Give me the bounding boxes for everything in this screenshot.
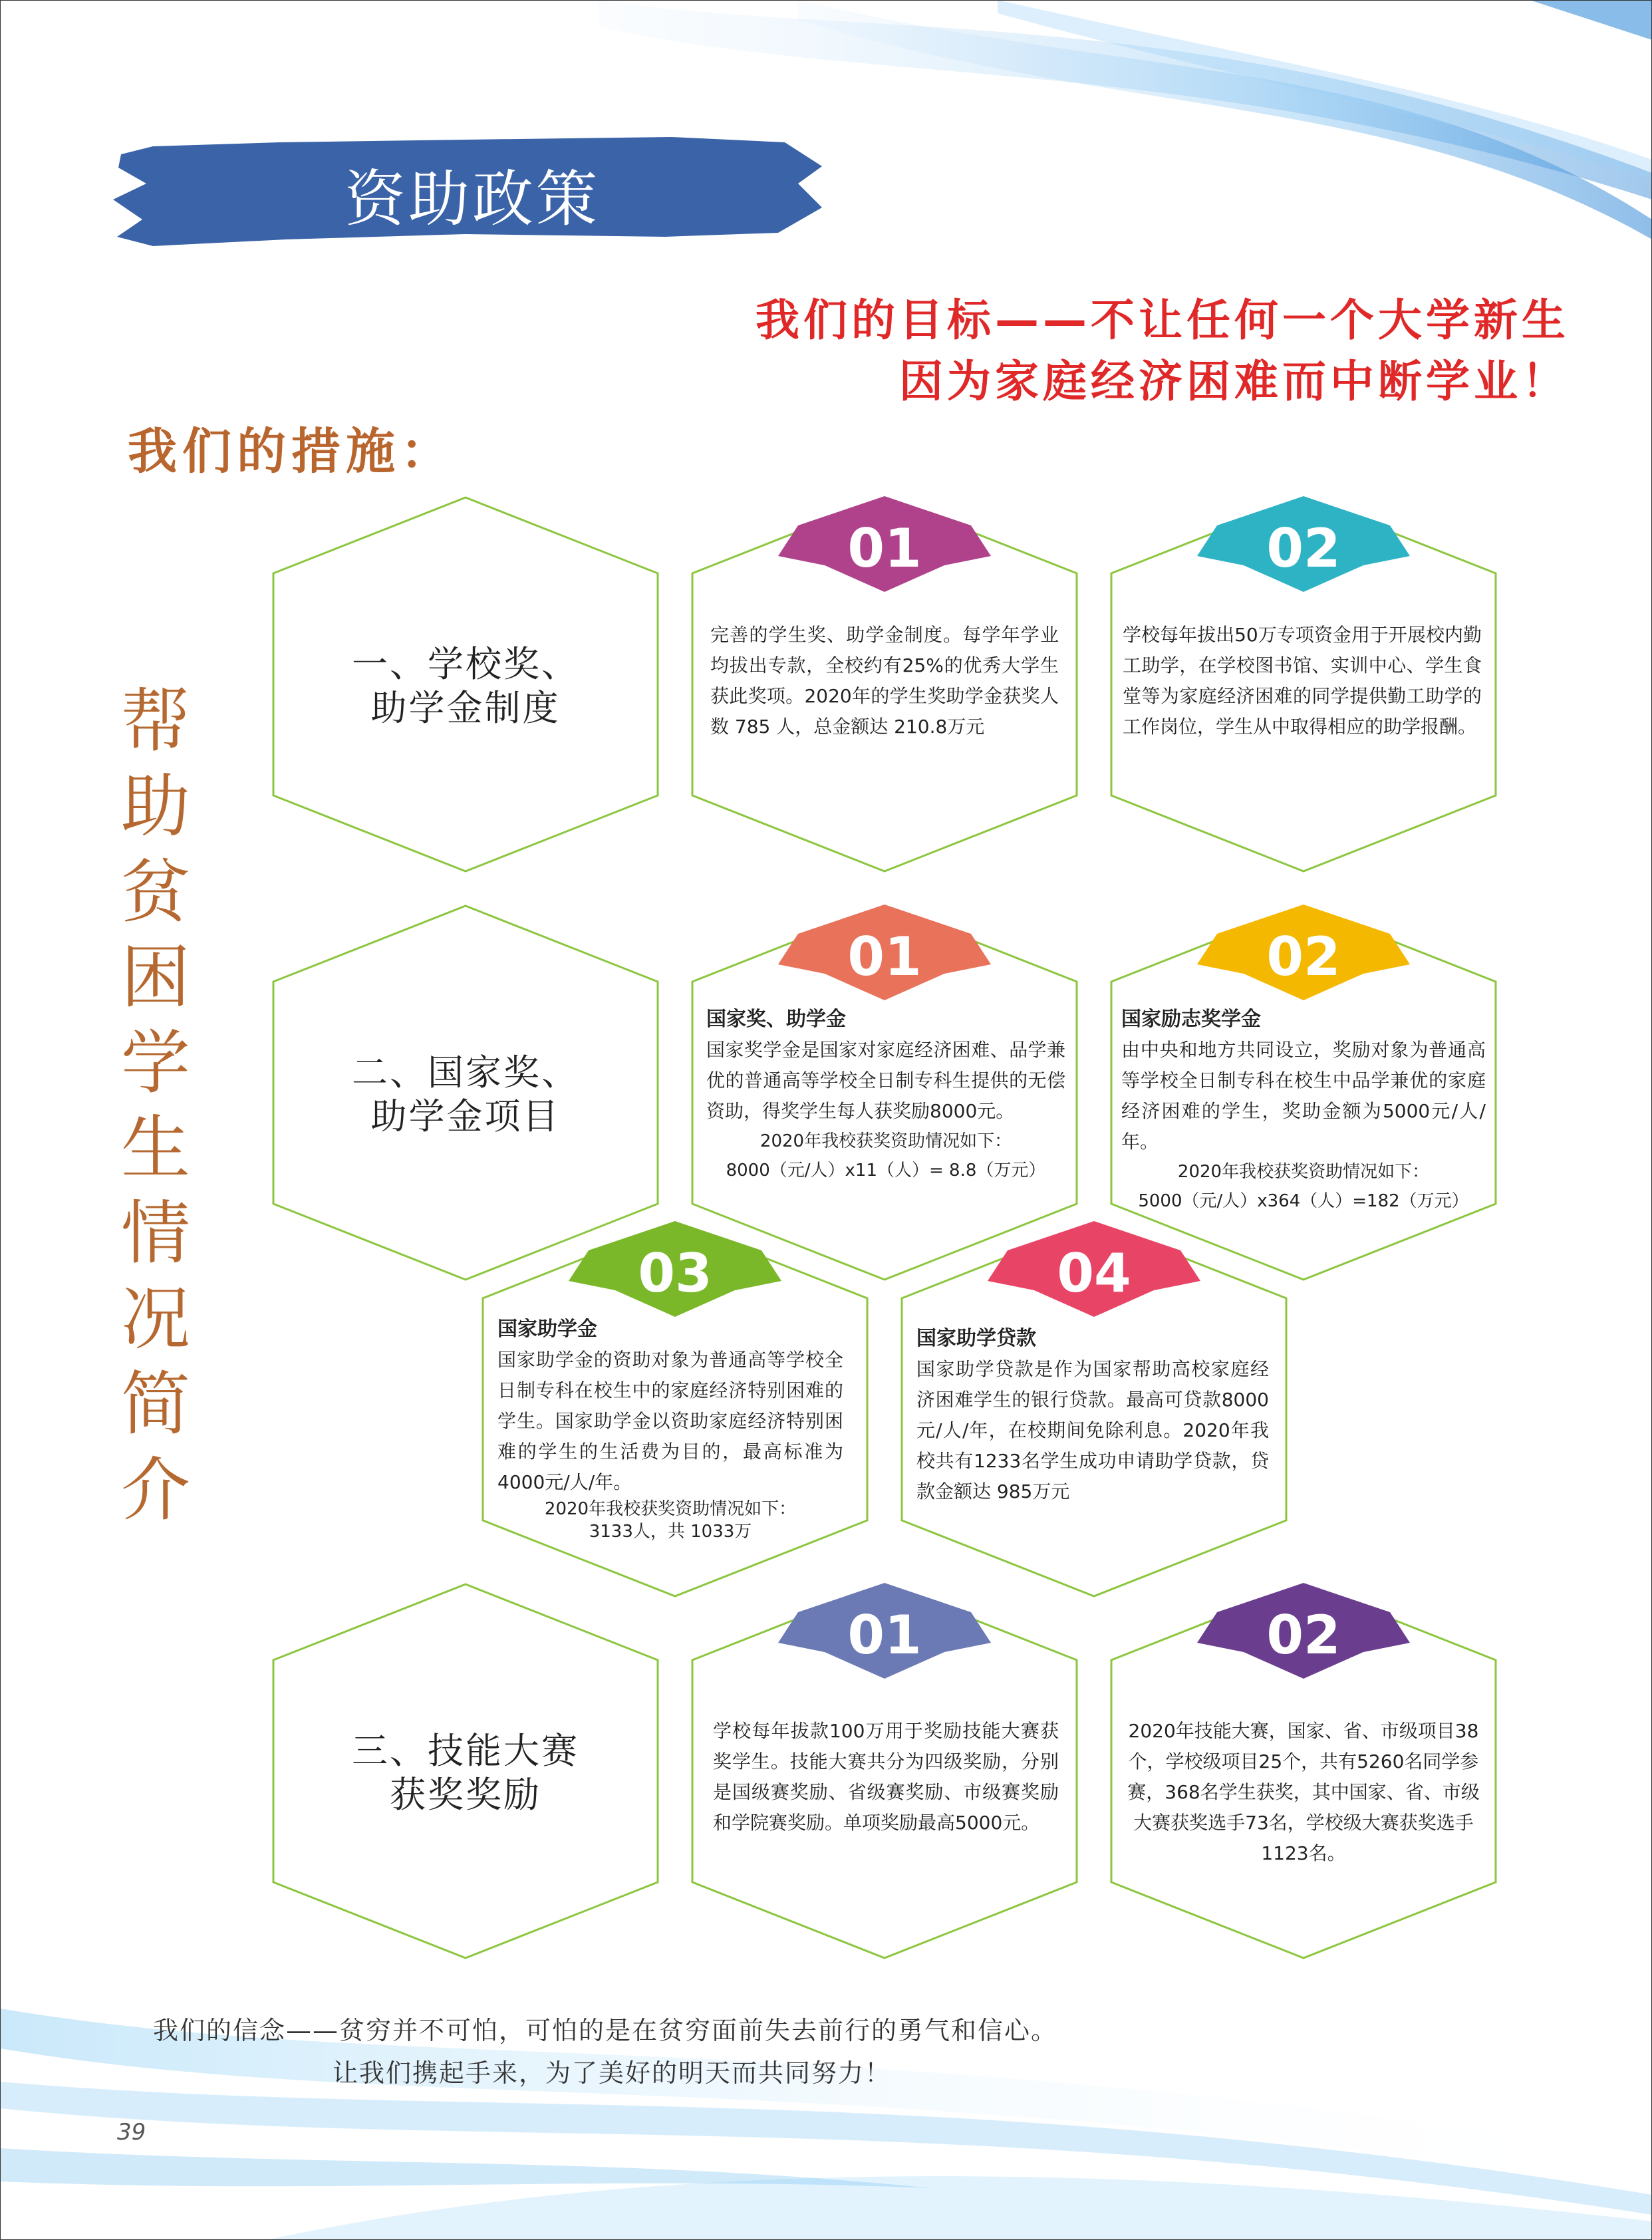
badge-number: 02 — [1266, 926, 1341, 988]
badge-number: 01 — [847, 926, 922, 988]
vertical-title-char: 生 — [121, 1107, 191, 1189]
section1-card2-text: 学校每年拔出50万专项资金用于开展校内勤工助学，在学校图书馆、实训中心、学生食堂等为家庭经济困难的同学提供勤工助学的工作岗位，学生从中取得相应的助学报酬。 — [1123, 624, 1482, 738]
stat-value: 5000（元/人）x364（人）=182（万元） — [1138, 1191, 1469, 1211]
section3-label-line2: 获奖奖励 — [390, 1774, 541, 1816]
vertical-title-char: 情 — [121, 1192, 191, 1274]
section2-label-line1: 二、国家奖、 — [352, 1051, 579, 1093]
card-title: 国家励志奖学金 — [1121, 1008, 1261, 1031]
section2-card2 — [1121, 1004, 1486, 1216]
stat-value: 3133人，共 1033万 — [589, 1522, 752, 1542]
vertical-title-char: 困 — [121, 936, 191, 1018]
page-number: 39 — [117, 2119, 146, 2146]
stat-label: 2020年我校获奖资助情况如下： — [1177, 1162, 1430, 1182]
badge-number: 01 — [847, 517, 922, 579]
badge-number: 02 — [1266, 1604, 1341, 1666]
vertical-title — [121, 678, 191, 1532]
section2-card1 — [706, 1004, 1065, 1185]
section1-label-line2: 助学金制度 — [370, 687, 561, 729]
section3-card2-text: 2020年技能大赛，国家、省、市级项目38个，学校级项目25个，共有5260名同学参赛，368名学生获奖，其中国家、省、市级大赛获奖选手73名，学校级大赛获奖选手1123名。 — [1127, 1720, 1480, 1864]
vertical-title-char: 况 — [121, 1278, 191, 1359]
badge-number: 03 — [638, 1242, 712, 1304]
vertical-title-char: 学 — [121, 1022, 191, 1103]
card-body: 由中央和地方共同设立，奖励对象为普通高等学校全日制专科在校生中品学兼优的家庭经济困难的学生，奖助金额为5000元/人/年。 — [1121, 1039, 1486, 1153]
section1-label — [299, 642, 632, 730]
vertical-title-char: 贫 — [121, 851, 191, 932]
goal-line-2: 因为家庭经济困难而中断学业！ — [899, 356, 1570, 407]
belief-line-1: 我们的信念——贫穷并不可怕，可怕的是在贫穷面前失去前行的勇气和信心。 — [153, 2016, 1058, 2045]
section3-card1-text: 学校每年拔款100万用于奖励技能大赛获奖学生。技能大赛共分为四级奖励，分别是国级赛奖励、省级赛奖励、市级赛奖励和学院赛奖励。单项奖励最高5000元。 — [713, 1720, 1059, 1834]
card-title: 国家奖、助学金 — [706, 1008, 846, 1031]
card-title: 国家助学贷款 — [916, 1327, 1036, 1350]
vertical-title-char: 帮 — [121, 680, 191, 762]
card-body: 国家助学贷款是作为国家帮助高校家庭经济困难学生的银行贷款。最高可贷款8000元/人/年，在校期间免除利息。2020年我校共有1233名学生成功申请助学贷款，贷款金额达 985万元 — [916, 1358, 1269, 1502]
section3-label-line1: 三、技能大赛 — [352, 1730, 579, 1772]
banner-title: 资助政策 — [344, 164, 600, 235]
section2-card4 — [916, 1324, 1269, 1507]
card-title: 国家助学金 — [497, 1318, 597, 1341]
stat-label: 2020年我校获奖资助情况如下： — [544, 1499, 797, 1519]
section2-label — [299, 1051, 632, 1139]
section1-card1-text: 完善的学生奖、助学金制度。每学年学业均拔出专款，全校约有25%的优秀大学生获此奖项。2020年的学生奖助学金获奖人数 785 人，总金额达 210.8万元 — [710, 624, 1059, 738]
vertical-title-char: 助 — [121, 766, 191, 847]
badge-number: 04 — [1057, 1242, 1131, 1304]
card-body: 国家助学金的资助对象为普通高等学校全日制专科在校生中的家庭经济特别困难的学生。国家助学金以资助家庭经济特别困难的学生的生活费为目的，最高标准为4000元/人/年。 — [497, 1349, 843, 1493]
card-body: 国家奖学金是国家对家庭经济困难、品学兼优的普通高等学校全日制专科生提供的无偿资助，得奖学生每人获奖励8000元。 — [706, 1039, 1065, 1122]
goal-line-1: 我们的目标——不让任何一个大学新生 — [756, 295, 1570, 346]
section2-label-line2: 助学金项目 — [370, 1095, 561, 1137]
measures-heading: 我们的措施： — [128, 423, 455, 480]
stat-label: 2020年我校获奖资助情况如下： — [759, 1131, 1012, 1151]
badge-number: 02 — [1266, 517, 1341, 579]
section1-label-line1: 一、学校奖、 — [352, 643, 579, 685]
badge-number: 01 — [847, 1604, 922, 1666]
vertical-title-char: 介 — [121, 1449, 191, 1530]
belief-line-2: 让我们携起手来，为了美好的明天而共同努力！ — [333, 2058, 892, 2088]
section2-card3 — [497, 1314, 843, 1543]
stat-value: 8000（元/人）x11（人）= 8.8（万元） — [726, 1161, 1046, 1181]
vertical-title-char: 简 — [121, 1363, 191, 1445]
section3-label — [299, 1729, 632, 1817]
